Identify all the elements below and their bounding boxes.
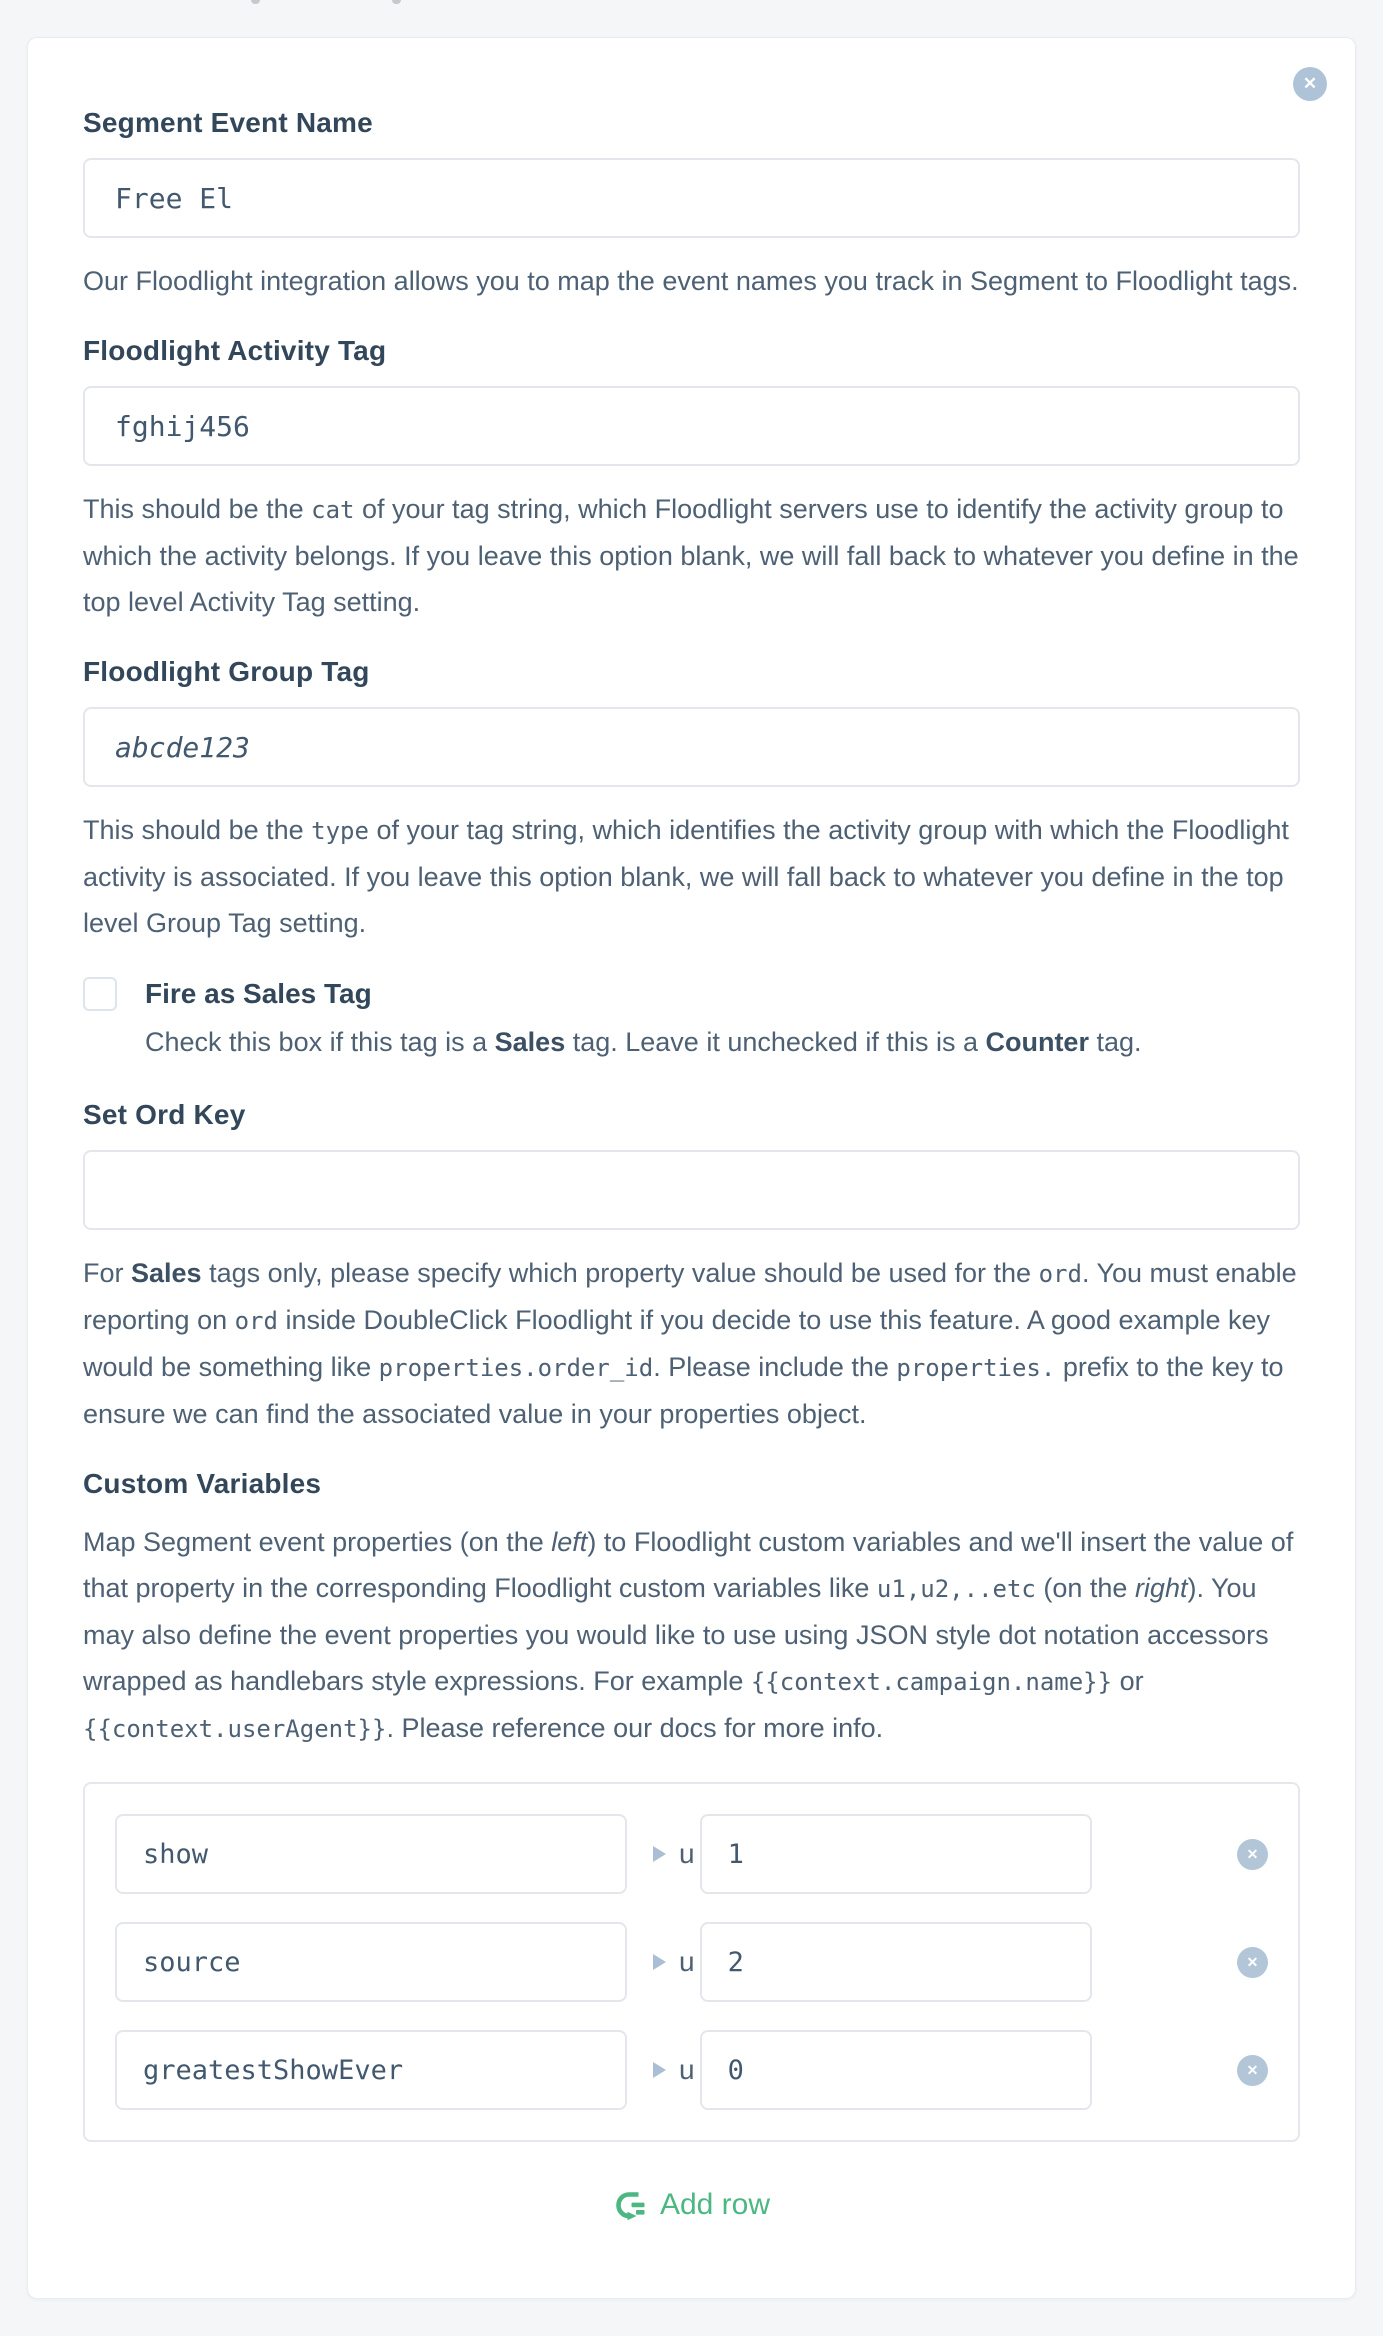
segment-event-name-label: Segment Event Name (83, 107, 373, 138)
set-ord-key-description: For Sales tags only, please specify which property value should be used for the ord. You must enable reporting on ord inside DoubleClick Floodlight if you decide to use this feature. A good example key would be something like properties.order_id. Please include the properties. prefix to the key to ensure we can find the associated value in your properties object. (83, 1258, 1297, 1429)
mapping-arrow-icon (653, 1954, 666, 1970)
property-input[interactable] (115, 1814, 627, 1894)
segment-event-name-description: Our Floodlight integration allows you to map the event names you track in Segment to Floodlight tags. (83, 266, 1299, 296)
fire-as-sales-tag-label: Fire as Sales Tag (145, 978, 372, 1009)
activity-tag-description: This should be the cat of your tag string, which Floodlight servers use to identify the activity group to which the activity belongs. If you leave this option blank, we will fall back to whatever you define in the top level Activity Tag setting. (83, 494, 1299, 617)
remove-row-button[interactable] (1237, 1839, 1268, 1870)
fire-as-sales-tag-row (83, 976, 1300, 1012)
remove-row-button[interactable] (1237, 1947, 1268, 1978)
page-edge-artifact (392, 0, 401, 4)
remove-row-icon: ✕ (1246, 1953, 1259, 1970)
remove-row-icon: ✕ (1246, 1845, 1259, 1862)
segment-logo-icon (613, 2189, 646, 2222)
group-tag-description: This should be the type of your tag string, which identifies the activity group with which the Floodlight activity is associated. If you leave this option blank, we will fall back to whatever you define in the top level Group Tag setting. (83, 815, 1289, 938)
segment-event-name-input[interactable] (83, 158, 1300, 238)
custom-variables-description: Map Segment event properties (on the left) to Floodlight custom variables and we'll insert the value of that property in the corresponding Floodlight custom variables like u1,u2,..etc (on the right). You may also define the event properties you would like to use using JSON style dot notation accessors wrapped as handlebars style expressions. For example {{context.campaign.name}} or {{context.userAgent}}. Please reference our docs for more info. (83, 1527, 1294, 1743)
custom-variables-label: Custom Variables (83, 1468, 322, 1499)
variable-prefix-label: u (679, 1838, 695, 1869)
add-row-button[interactable] (613, 2188, 770, 2222)
remove-row-button[interactable] (1237, 2055, 1268, 2086)
activity-tag-label: Floodlight Activity Tag (83, 335, 387, 366)
custom-variables-table (83, 1782, 1300, 2142)
close-icon: ✕ (1302, 74, 1318, 93)
mapping-arrow-icon (653, 2062, 666, 2078)
variable-prefix-label: u (679, 1946, 695, 1977)
custom-variable-row (115, 1922, 1268, 2002)
custom-variable-row (115, 2030, 1268, 2110)
set-ord-key-input[interactable] (83, 1150, 1300, 1230)
variable-number-input[interactable] (700, 1922, 1092, 2002)
variable-number-input[interactable] (700, 2030, 1092, 2110)
page-edge-artifact (251, 0, 260, 4)
floodlight-event-mapping-modal (27, 37, 1356, 2299)
mapping-arrow-icon (653, 1846, 666, 1862)
variable-number-input[interactable] (700, 1814, 1092, 1894)
close-button[interactable] (1293, 67, 1327, 101)
property-input[interactable] (115, 2030, 627, 2110)
fire-as-sales-tag-description: Check this box if this tag is a Sales tag. Leave it unchecked if this is a Counter tag. (145, 1027, 1142, 1057)
group-tag-label: Floodlight Group Tag (83, 656, 370, 687)
remove-row-icon: ✕ (1246, 2061, 1259, 2078)
group-tag-input[interactable] (83, 707, 1300, 787)
activity-tag-input[interactable] (83, 386, 1300, 466)
fire-as-sales-tag-checkbox[interactable] (83, 977, 117, 1011)
add-row-label: Add row (659, 2188, 771, 2221)
variable-prefix-label: u (679, 2054, 695, 2085)
set-ord-key-label: Set Ord Key (83, 1099, 246, 1130)
custom-variable-row (115, 1814, 1268, 1894)
property-input[interactable] (115, 1922, 627, 2002)
